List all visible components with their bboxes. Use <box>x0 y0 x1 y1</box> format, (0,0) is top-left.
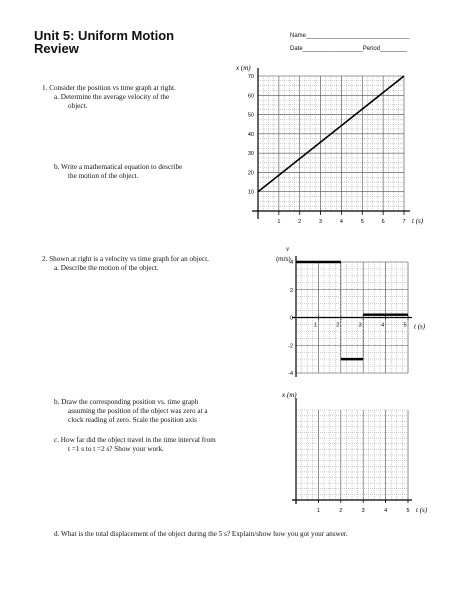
question-2d: d. What is the total displacement of the object during the 5 s? Explain/show how you got your answer. <box>54 530 348 538</box>
x-tick-label: 5 <box>406 508 410 514</box>
x-axis-label: t (s) <box>414 322 426 331</box>
x-tick-label: 4 <box>384 508 388 514</box>
x-axis-label: t (s) <box>416 506 428 514</box>
y-tick-label: 40 <box>247 131 254 138</box>
y-tick-label: 20 <box>247 170 254 177</box>
question-1: 1. Consider the position vs time graph at right. <box>42 84 176 92</box>
date-period-field[interactable]: Date__________________Period________ <box>290 46 407 52</box>
question-2c-cont: t =1 s to t =2 s? Show your work. <box>68 445 164 453</box>
y-tick-label: 10 <box>247 189 254 196</box>
y-tick-label: 50 <box>247 112 254 119</box>
question-2a: a. Describe the motion of the object. <box>54 264 159 272</box>
question-2c: c. How far did the object travel in the time interval from <box>54 436 216 444</box>
x-tick-label: 2 <box>339 508 343 514</box>
question-1b: b. Write a mathematical equation to describe <box>54 163 183 171</box>
y-axis-label: x (m) <box>282 391 297 399</box>
question-2: 2. Shown at right is a velocity vs time graph for an object. <box>42 255 209 263</box>
x-tick-label: 3 <box>358 322 362 329</box>
x-tick-label: 3 <box>319 219 323 225</box>
question-2b-cont1: assuming the position of the object was zero at a <box>68 407 208 415</box>
y-tick-label: -2 <box>288 343 293 350</box>
x-tick-label: 1 <box>316 508 320 514</box>
y-tick-label: 2 <box>289 287 293 294</box>
y-tick-label: 70 <box>247 74 254 80</box>
y-tick-label: 0 <box>289 315 293 322</box>
page-subtitle: Review <box>34 41 79 56</box>
x-tick-label: 5 <box>403 322 407 329</box>
x-tick-label: 4 <box>339 219 343 225</box>
x-tick-label: 5 <box>360 219 364 225</box>
x-tick-label: 7 <box>402 219 406 225</box>
y-axis-label: v <box>286 245 290 253</box>
y-tick-label: -4 <box>288 371 293 377</box>
y-tick-label: 4 <box>289 260 293 266</box>
question-2b-cont2: clock reading of zero. Scale the position axis <box>68 416 197 424</box>
x-tick-label: 3 <box>361 508 365 514</box>
question-1a: a. Determine the average velocity of the <box>54 93 170 101</box>
y-tick-label: 30 <box>247 151 254 158</box>
question-1b-cont: the motion of the object. <box>68 172 139 180</box>
x-tick-label: 6 <box>381 219 385 225</box>
name-field[interactable]: Name_______________________________ <box>290 33 410 39</box>
x-tick-label: 2 <box>298 219 302 225</box>
x-tick-label: 1 <box>313 322 317 329</box>
question-2b: b. Draw the corresponding position vs. time graph <box>54 398 199 406</box>
x-tick-label: 4 <box>381 322 385 329</box>
x-axis-label: t (s) <box>412 217 424 225</box>
question-1a-cont: object. <box>68 102 88 110</box>
y-axis-unit: (m/s) <box>276 256 291 263</box>
y-tick-label: 60 <box>247 93 254 100</box>
x-tick-label: 1 <box>277 219 281 225</box>
y-axis-label: x (m) <box>236 64 251 72</box>
page-title: Unit 5: Uniform Motion <box>34 28 175 43</box>
x-tick-label: 2 <box>336 322 340 329</box>
